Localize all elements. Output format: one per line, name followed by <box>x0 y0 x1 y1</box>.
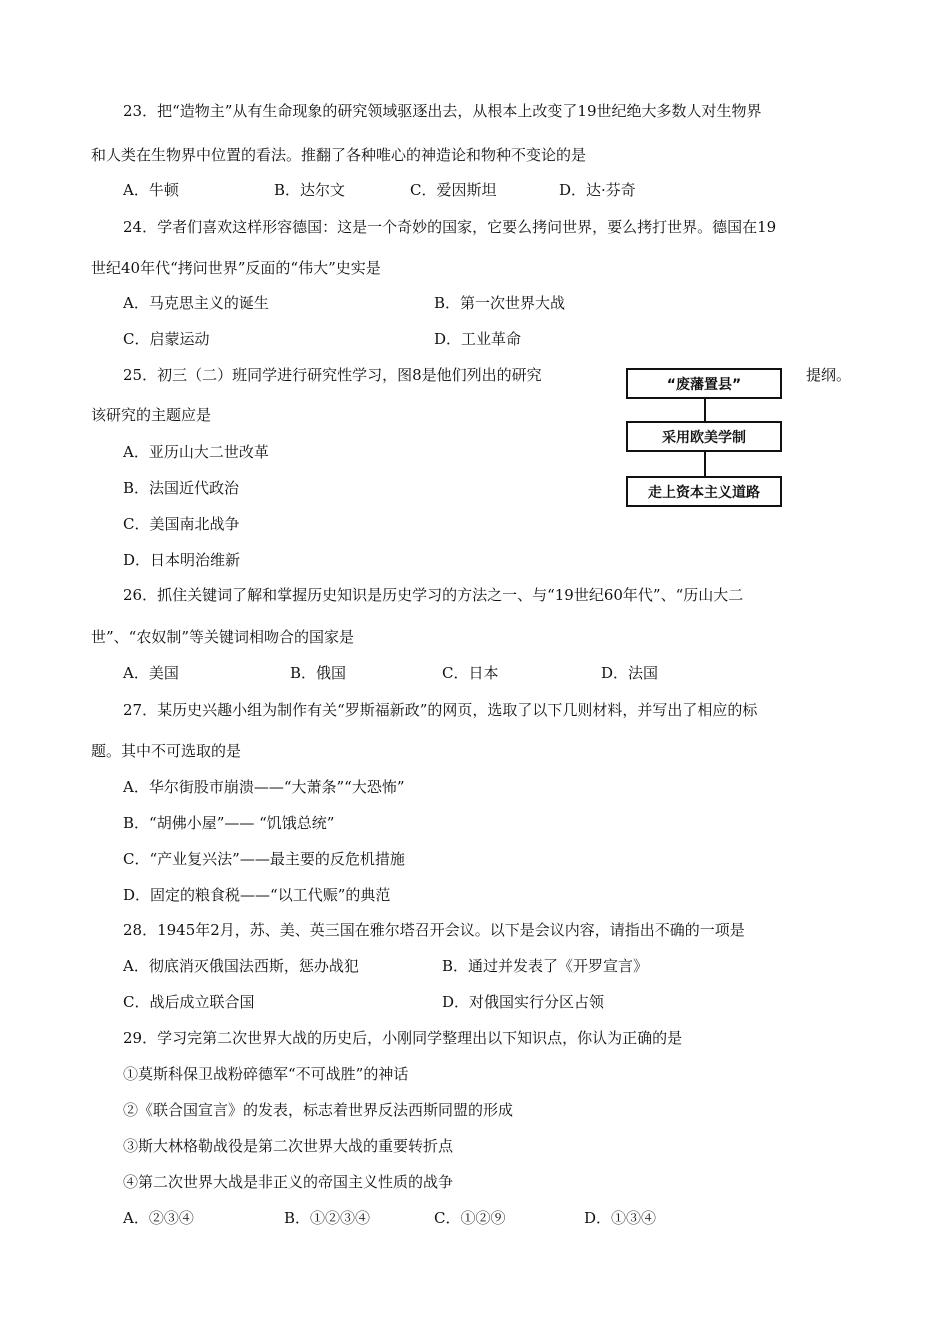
q25-stem-line1-end: 提纲。 <box>806 366 852 384</box>
q25-option-d: D．日本明治维新 <box>123 551 241 569</box>
q29-point-4: ④第二次世界大战是非正义的帝国主义性质的战争 <box>123 1173 454 1191</box>
q28-option-c: C．战后成立联合国 <box>123 993 255 1011</box>
q24-option-c: C．启蒙运动 <box>123 330 210 348</box>
q27-option-b: B．“胡佛小屋”—— “饥饿总统” <box>123 814 335 832</box>
q29-option-d: D．①③④ <box>584 1209 657 1227</box>
q26-option-b: B．俄国 <box>290 664 347 682</box>
q25-option-b: B．法国近代政治 <box>123 479 240 497</box>
q28-option-a: A．彻底消灭俄国法西斯，惩办战犯 <box>123 957 359 975</box>
diagram-box-2: 采用欧美学制 <box>626 421 782 452</box>
q26-option-c: C．日本 <box>442 664 499 682</box>
q27-stem-line1: 27．某历史兴趣小组为制作有关“罗斯福新政”的网页，选取了以下几则材料，并写出了相应的标 <box>123 701 758 719</box>
q29-point-3: ③斯大林格勒战役是第二次世界大战的重要转折点 <box>123 1137 454 1155</box>
q26-stem-line1: 26．抓住关键词了解和掌握历史知识是历史学习的方法之一、与“19世纪60年代”、“历山大二 <box>123 586 744 604</box>
q23-option-b: B．达尔文 <box>274 181 346 199</box>
q28-option-b: B．通过并发表了《开罗宣言》 <box>442 957 649 975</box>
q25-stem-line1: 25．初三（二）班同学进行研究性学习，图8是他们列出的研究 <box>123 366 542 384</box>
q29-option-b: B．①②③④ <box>284 1209 371 1227</box>
q28-option-d: D．对俄国实行分区占领 <box>442 993 605 1011</box>
diagram-box-3: 走上资本主义道路 <box>626 476 782 507</box>
q25-stem-line2: 该研究的主题应是 <box>91 406 212 424</box>
q24-option-b: B．第一次世界大战 <box>434 294 566 312</box>
q26-option-a: A．美国 <box>123 664 179 682</box>
q29-point-1: ①莫斯科保卫战粉碎德军“不可战胜”的神话 <box>123 1065 409 1083</box>
q29-option-c: C．①②⑨ <box>434 1209 506 1227</box>
q23-stem-line2: 和人类在生物界中位置的看法。推翻了各种唯心的神造论和物种不变论的是 <box>91 146 587 164</box>
diagram-connector-1 <box>704 399 706 421</box>
q26-stem-line2: 世”、“农奴制”等关键词相吻合的国家是 <box>91 628 355 646</box>
q23-option-a: A．牛顿 <box>123 181 179 199</box>
q28-stem-line1: 28．1945年2月，苏、美、英三国在雅尔塔召开会议。以下是会议内容，请指出不确的一项是 <box>123 921 745 939</box>
q27-option-d: D．固定的粮食税——“以工代赈”的典范 <box>123 886 391 904</box>
q29-option-a: A．②③④ <box>123 1209 194 1227</box>
q29-point-2: ②《联合国宣言》的发表，标志着世界反法西斯同盟的形成 <box>123 1101 514 1119</box>
q24-stem-line2: 世纪40年代“拷问世界”反面的“伟大”史实是 <box>91 259 381 277</box>
q23-option-d: D．达·芬奇 <box>559 181 636 199</box>
q23-option-c: C．爱因斯坦 <box>410 181 497 199</box>
q27-stem-line2: 题。其中不可选取的是 <box>91 742 242 760</box>
q24-option-d: D．工业革命 <box>434 330 522 348</box>
q27-option-a: A．华尔街股市崩溃——“大萧条”“大恐怖” <box>123 778 405 796</box>
q25-option-a: A．亚历山大二世改革 <box>123 443 269 461</box>
q25-option-c: C．美国南北战争 <box>123 515 240 533</box>
research-outline-diagram <box>626 364 786 514</box>
q24-option-a: A．马克思主义的诞生 <box>123 294 269 312</box>
q26-option-d: D．法国 <box>601 664 659 682</box>
q27-option-c: C．“产业复兴法”——最主要的反危机措施 <box>123 850 405 868</box>
q24-stem-line1: 24．学者们喜欢这样形容德国：这是一个奇妙的国家，它要么拷问世界，要么拷打世界。德国在19 <box>123 218 777 236</box>
q29-stem-line1: 29．学习完第二次世界大战的历史后，小刚同学整理出以下知识点，你认为正确的是 <box>123 1029 683 1047</box>
diagram-box-1: “废藩置县” <box>626 368 782 399</box>
diagram-connector-2 <box>704 452 706 476</box>
q23-stem-line1: 23．把“造物主”从有生命现象的研究领域驱逐出去，从根本上改变了19世纪绝大多数人对生物界 <box>123 102 762 120</box>
